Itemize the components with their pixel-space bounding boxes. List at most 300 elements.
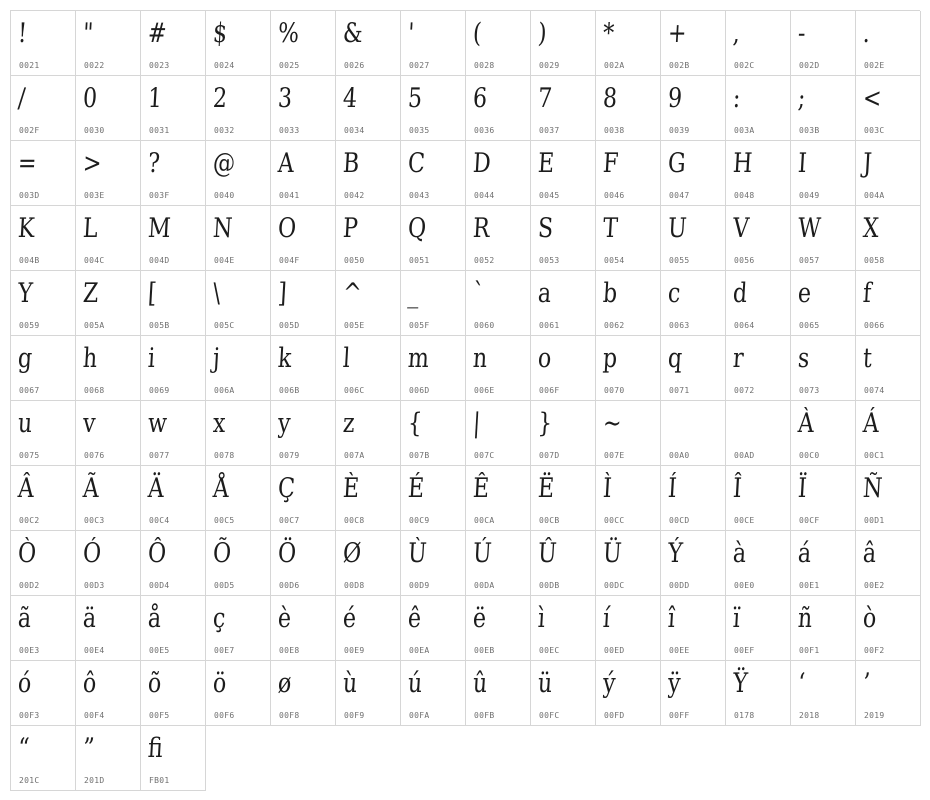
glyph-sample: Ë: [537, 473, 556, 504]
codepoint-label: 0066: [864, 321, 885, 330]
codepoint-label: 004A: [864, 191, 885, 200]
codepoint-label: 00C3: [84, 516, 105, 525]
glyph-cell: [11, 726, 76, 791]
glyph-cell: [271, 661, 336, 726]
glyph-sample: x: [212, 408, 227, 439]
glyph-cell: [466, 661, 531, 726]
glyph-sample: Ú: [472, 538, 493, 569]
glyph-sample: *: [602, 18, 615, 49]
glyph-sample: 3: [277, 83, 293, 114]
glyph-cell: [76, 401, 141, 466]
glyph-cell: [336, 466, 401, 531]
glyph-cell: [206, 531, 271, 596]
codepoint-label: 004F: [279, 256, 300, 265]
glyph-cell: [856, 596, 921, 661]
codepoint-label: 003D: [19, 191, 40, 200]
glyph-cell: [206, 336, 271, 401]
codepoint-label: 00EE: [669, 646, 690, 655]
glyph-cell: [141, 336, 206, 401]
codepoint-label: 0065: [799, 321, 820, 330]
glyph-cell: [141, 466, 206, 531]
codepoint-label: 006C: [344, 386, 365, 395]
glyph-cell: [466, 11, 531, 76]
glyph-sample: Â: [17, 473, 35, 504]
glyph-cell: [206, 271, 271, 336]
codepoint-label: 00A0: [669, 451, 690, 460]
codepoint-label: 0064: [734, 321, 755, 330]
glyph-sample: l: [342, 343, 351, 374]
glyph-cell: [271, 596, 336, 661]
glyph-sample: Ê: [472, 473, 491, 504]
glyph-cell: [596, 76, 661, 141]
codepoint-label: 0023: [149, 61, 170, 70]
glyph-sample: Ä: [147, 473, 165, 504]
glyph-sample: È: [342, 473, 361, 504]
glyph-cell: [206, 466, 271, 531]
glyph-sample: 9: [667, 83, 683, 114]
glyph-cell: [596, 401, 661, 466]
glyph-sample: Y: [17, 278, 34, 309]
glyph-cell: [531, 661, 596, 726]
codepoint-label: 201C: [19, 776, 40, 785]
glyph-sample: H: [732, 148, 754, 179]
glyph-sample: 2: [212, 83, 228, 114]
glyph-cell: [271, 401, 336, 466]
codepoint-label: 0021: [19, 61, 40, 70]
glyph-sample: Ã: [82, 473, 100, 504]
glyph-cell: [466, 466, 531, 531]
codepoint-label: 0072: [734, 386, 755, 395]
glyph-sample: ñ: [797, 603, 814, 634]
codepoint-label: 0070: [604, 386, 625, 395]
glyph-cell: [531, 596, 596, 661]
codepoint-label: 0079: [279, 451, 300, 460]
glyph-sample: _: [407, 278, 420, 309]
codepoint-label: 00D9: [409, 581, 430, 590]
glyph-sample: ó: [17, 668, 33, 699]
glyph-cell: [466, 141, 531, 206]
codepoint-label: 00CE: [734, 516, 755, 525]
glyph-sample: J: [862, 148, 873, 179]
glyph-cell: [596, 336, 661, 401]
glyph-sample: t: [862, 343, 873, 374]
codepoint-label: 0039: [669, 126, 690, 135]
codepoint-label: 00C1: [864, 451, 885, 460]
glyph-sample: V: [732, 213, 750, 244]
glyph-cell: [271, 141, 336, 206]
glyph-cell: [271, 206, 336, 271]
glyph-cell: [661, 596, 726, 661]
codepoint-label: 00E8: [279, 646, 300, 655]
glyph-sample: I: [797, 148, 808, 179]
glyph-cell: [661, 336, 726, 401]
glyph-sample: Q: [407, 213, 428, 244]
glyph-sample: Û: [537, 538, 558, 569]
glyph-cell: [726, 531, 791, 596]
glyph-cell: [76, 661, 141, 726]
glyph-sample: Á: [862, 408, 880, 439]
glyph-sample: í: [602, 603, 611, 634]
codepoint-label: 0078: [214, 451, 235, 460]
glyph-cell: [726, 271, 791, 336]
codepoint-label: 00C9: [409, 516, 430, 525]
codepoint-label: 004E: [214, 256, 235, 265]
codepoint-label: 003F: [149, 191, 170, 200]
glyph-sample: L: [82, 213, 99, 244]
codepoint-label: 00CF: [799, 516, 820, 525]
glyph-sample: 6: [472, 83, 488, 114]
codepoint-label: 004C: [84, 256, 105, 265]
glyph-cell: [856, 336, 921, 401]
glyph-sample: ': [407, 18, 415, 49]
glyph-sample: q: [667, 343, 684, 374]
codepoint-label: 0068: [84, 386, 105, 395]
glyph-sample: u: [17, 408, 34, 439]
codepoint-label: 005D: [279, 321, 300, 330]
codepoint-label: 0032: [214, 126, 235, 135]
codepoint-label: 0076: [84, 451, 105, 460]
codepoint-label: 00D4: [149, 581, 170, 590]
glyph-cell: [11, 401, 76, 466]
glyph-cell: [141, 11, 206, 76]
codepoint-label: 00FC: [539, 711, 560, 720]
glyph-cell: [336, 141, 401, 206]
glyph-sample: Ù: [407, 538, 428, 569]
glyph-sample: B: [342, 148, 361, 179]
glyph-sample: z: [342, 408, 356, 439]
codepoint-label: 0077: [149, 451, 170, 460]
glyph-sample: ÿ: [667, 668, 682, 699]
codepoint-label: 0029: [539, 61, 560, 70]
glyph-cell: [726, 76, 791, 141]
codepoint-label: 0038: [604, 126, 625, 135]
codepoint-label: 00DB: [539, 581, 560, 590]
glyph-sample: ”: [82, 733, 96, 764]
glyph-cell: [596, 271, 661, 336]
glyph-sample: %: [277, 18, 300, 49]
codepoint-label: 007E: [604, 451, 625, 460]
codepoint-label: 00AD: [734, 451, 755, 460]
glyph-sample: ç: [212, 603, 227, 634]
glyph-sample: ": [82, 18, 95, 49]
glyph-cell: [141, 76, 206, 141]
codepoint-label: 003A: [734, 126, 755, 135]
codepoint-label: 0033: [279, 126, 300, 135]
codepoint-label: 0069: [149, 386, 170, 395]
codepoint-label: 0045: [539, 191, 560, 200]
glyph-sample: Ø: [342, 538, 363, 569]
glyph-cell: [336, 596, 401, 661]
codepoint-label: 005C: [214, 321, 235, 330]
glyph-sample: s: [797, 343, 811, 374]
glyph-cell: [466, 271, 531, 336]
glyph-cell: [206, 661, 271, 726]
glyph-cell: [271, 271, 336, 336]
glyph-sample: 4: [342, 83, 358, 114]
glyph-cell: [206, 141, 271, 206]
glyph-cell: [206, 596, 271, 661]
codepoint-label: 006E: [474, 386, 495, 395]
codepoint-label: 00DD: [669, 581, 690, 590]
codepoint-label: 003E: [84, 191, 105, 200]
codepoint-label: 0075: [19, 451, 40, 460]
codepoint-label: 00C2: [19, 516, 40, 525]
glyph-sample: 1: [147, 83, 163, 114]
glyph-cell: [726, 466, 791, 531]
glyph-sample: y: [277, 408, 292, 439]
glyph-cell: [336, 76, 401, 141]
glyph-sample: å: [147, 603, 163, 634]
codepoint-label: 2018: [799, 711, 820, 720]
glyph-sample: Í: [667, 473, 678, 504]
glyph-sample: ä: [82, 603, 98, 634]
glyph-cell: [11, 206, 76, 271]
codepoint-label: 0053: [539, 256, 560, 265]
codepoint-label: 0035: [409, 126, 430, 135]
codepoint-label: 007A: [344, 451, 365, 460]
glyph-cell: [401, 466, 466, 531]
glyph-cell: [141, 726, 206, 791]
glyph-sample: O: [277, 213, 298, 244]
codepoint-label: 0062: [604, 321, 625, 330]
codepoint-label: 002C: [734, 61, 755, 70]
glyph-sample: 0: [82, 83, 98, 114]
glyph-sample: Ó: [82, 538, 103, 569]
codepoint-label: 00D5: [214, 581, 235, 590]
codepoint-label: 002F: [19, 126, 40, 135]
glyph-cell: [401, 596, 466, 661]
glyph-cell: [11, 596, 76, 661]
glyph-cell: [11, 466, 76, 531]
glyph-sample: P: [342, 213, 359, 244]
codepoint-label: 006B: [279, 386, 300, 395]
codepoint-label: 00ED: [604, 646, 625, 655]
glyph-cell: [726, 661, 791, 726]
codepoint-label: 0048: [734, 191, 755, 200]
glyph-sample: é: [342, 603, 357, 634]
glyph-sample: “: [17, 733, 31, 764]
glyph-sample: û: [472, 668, 489, 699]
glyph-cell: [401, 661, 466, 726]
glyph-cell: [141, 531, 206, 596]
glyph-cell: [206, 401, 271, 466]
codepoint-label: 005A: [84, 321, 105, 330]
codepoint-label: 004D: [149, 256, 170, 265]
codepoint-label: 0044: [474, 191, 495, 200]
codepoint-label: 00CA: [474, 516, 495, 525]
glyph-sample: S: [537, 213, 555, 244]
codepoint-label: 0028: [474, 61, 495, 70]
codepoint-label: 0178: [734, 711, 755, 720]
glyph-sample: ý: [602, 668, 617, 699]
glyph-sample: .: [862, 18, 871, 49]
glyph-cell: [141, 141, 206, 206]
glyph-sample: h: [82, 343, 99, 374]
glyph-cell: [76, 206, 141, 271]
codepoint-label: 00CC: [604, 516, 625, 525]
glyph-sample: M: [147, 213, 172, 244]
glyph-cell: [206, 76, 271, 141]
codepoint-label: 0055: [669, 256, 690, 265]
codepoint-label: 00FF: [669, 711, 690, 720]
codepoint-label: 003C: [864, 126, 885, 135]
glyph-sample: Õ: [212, 538, 233, 569]
codepoint-label: 0037: [539, 126, 560, 135]
glyph-sample: @: [212, 148, 237, 179]
glyph-sample: A: [277, 148, 295, 179]
glyph-cell: [531, 76, 596, 141]
codepoint-label: 0040: [214, 191, 235, 200]
glyph-cell: [791, 596, 856, 661]
glyph-cell: [856, 11, 921, 76]
glyph-cell: [466, 531, 531, 596]
glyph-cell: [76, 466, 141, 531]
glyph-sample: E: [537, 148, 556, 179]
glyph-cell: [336, 271, 401, 336]
glyph-cell: [726, 11, 791, 76]
glyph-sample: ,: [732, 18, 741, 49]
glyph-sample: a: [537, 278, 553, 309]
glyph-sample: ’: [862, 668, 871, 699]
codepoint-label: 00F2: [864, 646, 885, 655]
codepoint-label: 00D1: [864, 516, 885, 525]
glyph-cell: [531, 531, 596, 596]
glyph-sample: c: [667, 278, 682, 309]
codepoint-label: 0050: [344, 256, 365, 265]
glyph-cell: [791, 531, 856, 596]
codepoint-label: 0073: [799, 386, 820, 395]
glyph-cell: [336, 401, 401, 466]
glyph-sample: `: [472, 278, 485, 309]
glyph-cell: [726, 596, 791, 661]
glyph-cell: [336, 531, 401, 596]
glyph-cell: [271, 466, 336, 531]
codepoint-label: 00C7: [279, 516, 300, 525]
glyph-sample: ?: [147, 148, 161, 179]
glyph-cell: [856, 531, 921, 596]
codepoint-label: 0027: [409, 61, 430, 70]
glyph-cell: [596, 11, 661, 76]
glyph-sample: õ: [147, 668, 163, 699]
glyph-sample: K: [17, 213, 36, 244]
glyph-cell: [791, 336, 856, 401]
codepoint-label: 00C5: [214, 516, 235, 525]
glyph-cell: [336, 206, 401, 271]
glyph-sample: T: [602, 213, 619, 244]
codepoint-label: 0049: [799, 191, 820, 200]
codepoint-label: 005B: [149, 321, 170, 330]
glyph-cell: [791, 141, 856, 206]
glyph-sample: U: [667, 213, 688, 244]
codepoint-label: 0030: [84, 126, 105, 135]
glyph-cell: [596, 466, 661, 531]
glyph-cell: [791, 76, 856, 141]
codepoint-label: 0024: [214, 61, 235, 70]
glyph-sample: À: [797, 408, 815, 439]
codepoint-label: 00D3: [84, 581, 105, 590]
glyph-sample: ~: [602, 408, 623, 439]
glyph-sample: Z: [82, 278, 100, 309]
glyph-cell: [76, 271, 141, 336]
glyph-sample: e: [797, 278, 812, 309]
codepoint-label: 00F4: [84, 711, 105, 720]
glyph-sample: v: [82, 408, 97, 439]
glyph-sample: \: [212, 278, 222, 309]
codepoint-label: 0059: [19, 321, 40, 330]
codepoint-label: 005F: [409, 321, 430, 330]
glyph-cell: [531, 466, 596, 531]
codepoint-label: 00E7: [214, 646, 235, 655]
glyph-sample: ò: [862, 603, 878, 634]
codepoint-label: 007C: [474, 451, 495, 460]
glyph-cell: [856, 141, 921, 206]
glyph-sample: ‘: [797, 668, 806, 699]
glyph-cell: [856, 76, 921, 141]
glyph-cell: [661, 531, 726, 596]
codepoint-label: 0058: [864, 256, 885, 265]
glyph-sample: Ÿ: [732, 668, 749, 699]
codepoint-label: 0071: [669, 386, 690, 395]
codepoint-label: 00F3: [19, 711, 40, 720]
glyph-cell: [206, 11, 271, 76]
glyph-sample: #: [147, 18, 168, 49]
codepoint-label: 0047: [669, 191, 690, 200]
glyph-sample: ô: [82, 668, 98, 699]
glyph-sample: ^: [342, 278, 363, 309]
codepoint-label: 00FA: [409, 711, 430, 720]
glyph-cell: [271, 531, 336, 596]
codepoint-label: 002A: [604, 61, 625, 70]
glyph-cell: [401, 401, 466, 466]
codepoint-label: 00E5: [149, 646, 170, 655]
glyph-cell: [726, 206, 791, 271]
codepoint-label: 00D2: [19, 581, 40, 590]
glyph-sample: ë: [472, 603, 487, 634]
glyph-sample: Ç: [277, 473, 296, 504]
glyph-cell: [76, 531, 141, 596]
glyph-cell: [336, 661, 401, 726]
codepoint-label: 00F5: [149, 711, 170, 720]
codepoint-label: 00EB: [474, 646, 495, 655]
glyph-sample: =: [17, 148, 38, 179]
codepoint-label: 0046: [604, 191, 625, 200]
glyph-cell: [661, 401, 726, 466]
glyph-cell: [466, 76, 531, 141]
glyph-cell: [856, 661, 921, 726]
codepoint-label: 0025: [279, 61, 300, 70]
codepoint-label: 0052: [474, 256, 495, 265]
codepoint-label: 0057: [799, 256, 820, 265]
codepoint-label: 00EC: [539, 646, 560, 655]
glyph-sample: &: [342, 18, 364, 49]
glyph-sample: n: [472, 343, 489, 374]
glyph-sample: i: [147, 343, 156, 374]
glyph-cell: [531, 206, 596, 271]
codepoint-label: 00C4: [149, 516, 170, 525]
glyph-sample: ø: [277, 668, 293, 699]
codepoint-label: 0051: [409, 256, 430, 265]
glyph-sample: â: [862, 538, 878, 569]
glyph-sample: d: [732, 278, 749, 309]
glyph-cell: [11, 141, 76, 206]
glyph-sample: k: [277, 343, 293, 374]
codepoint-label: 00C0: [799, 451, 820, 460]
glyph-cell: [791, 401, 856, 466]
glyph-sample: Ý: [667, 538, 684, 569]
glyph-sample: ): [537, 18, 548, 49]
glyph-cell: [401, 206, 466, 271]
glyph-cell: [401, 531, 466, 596]
